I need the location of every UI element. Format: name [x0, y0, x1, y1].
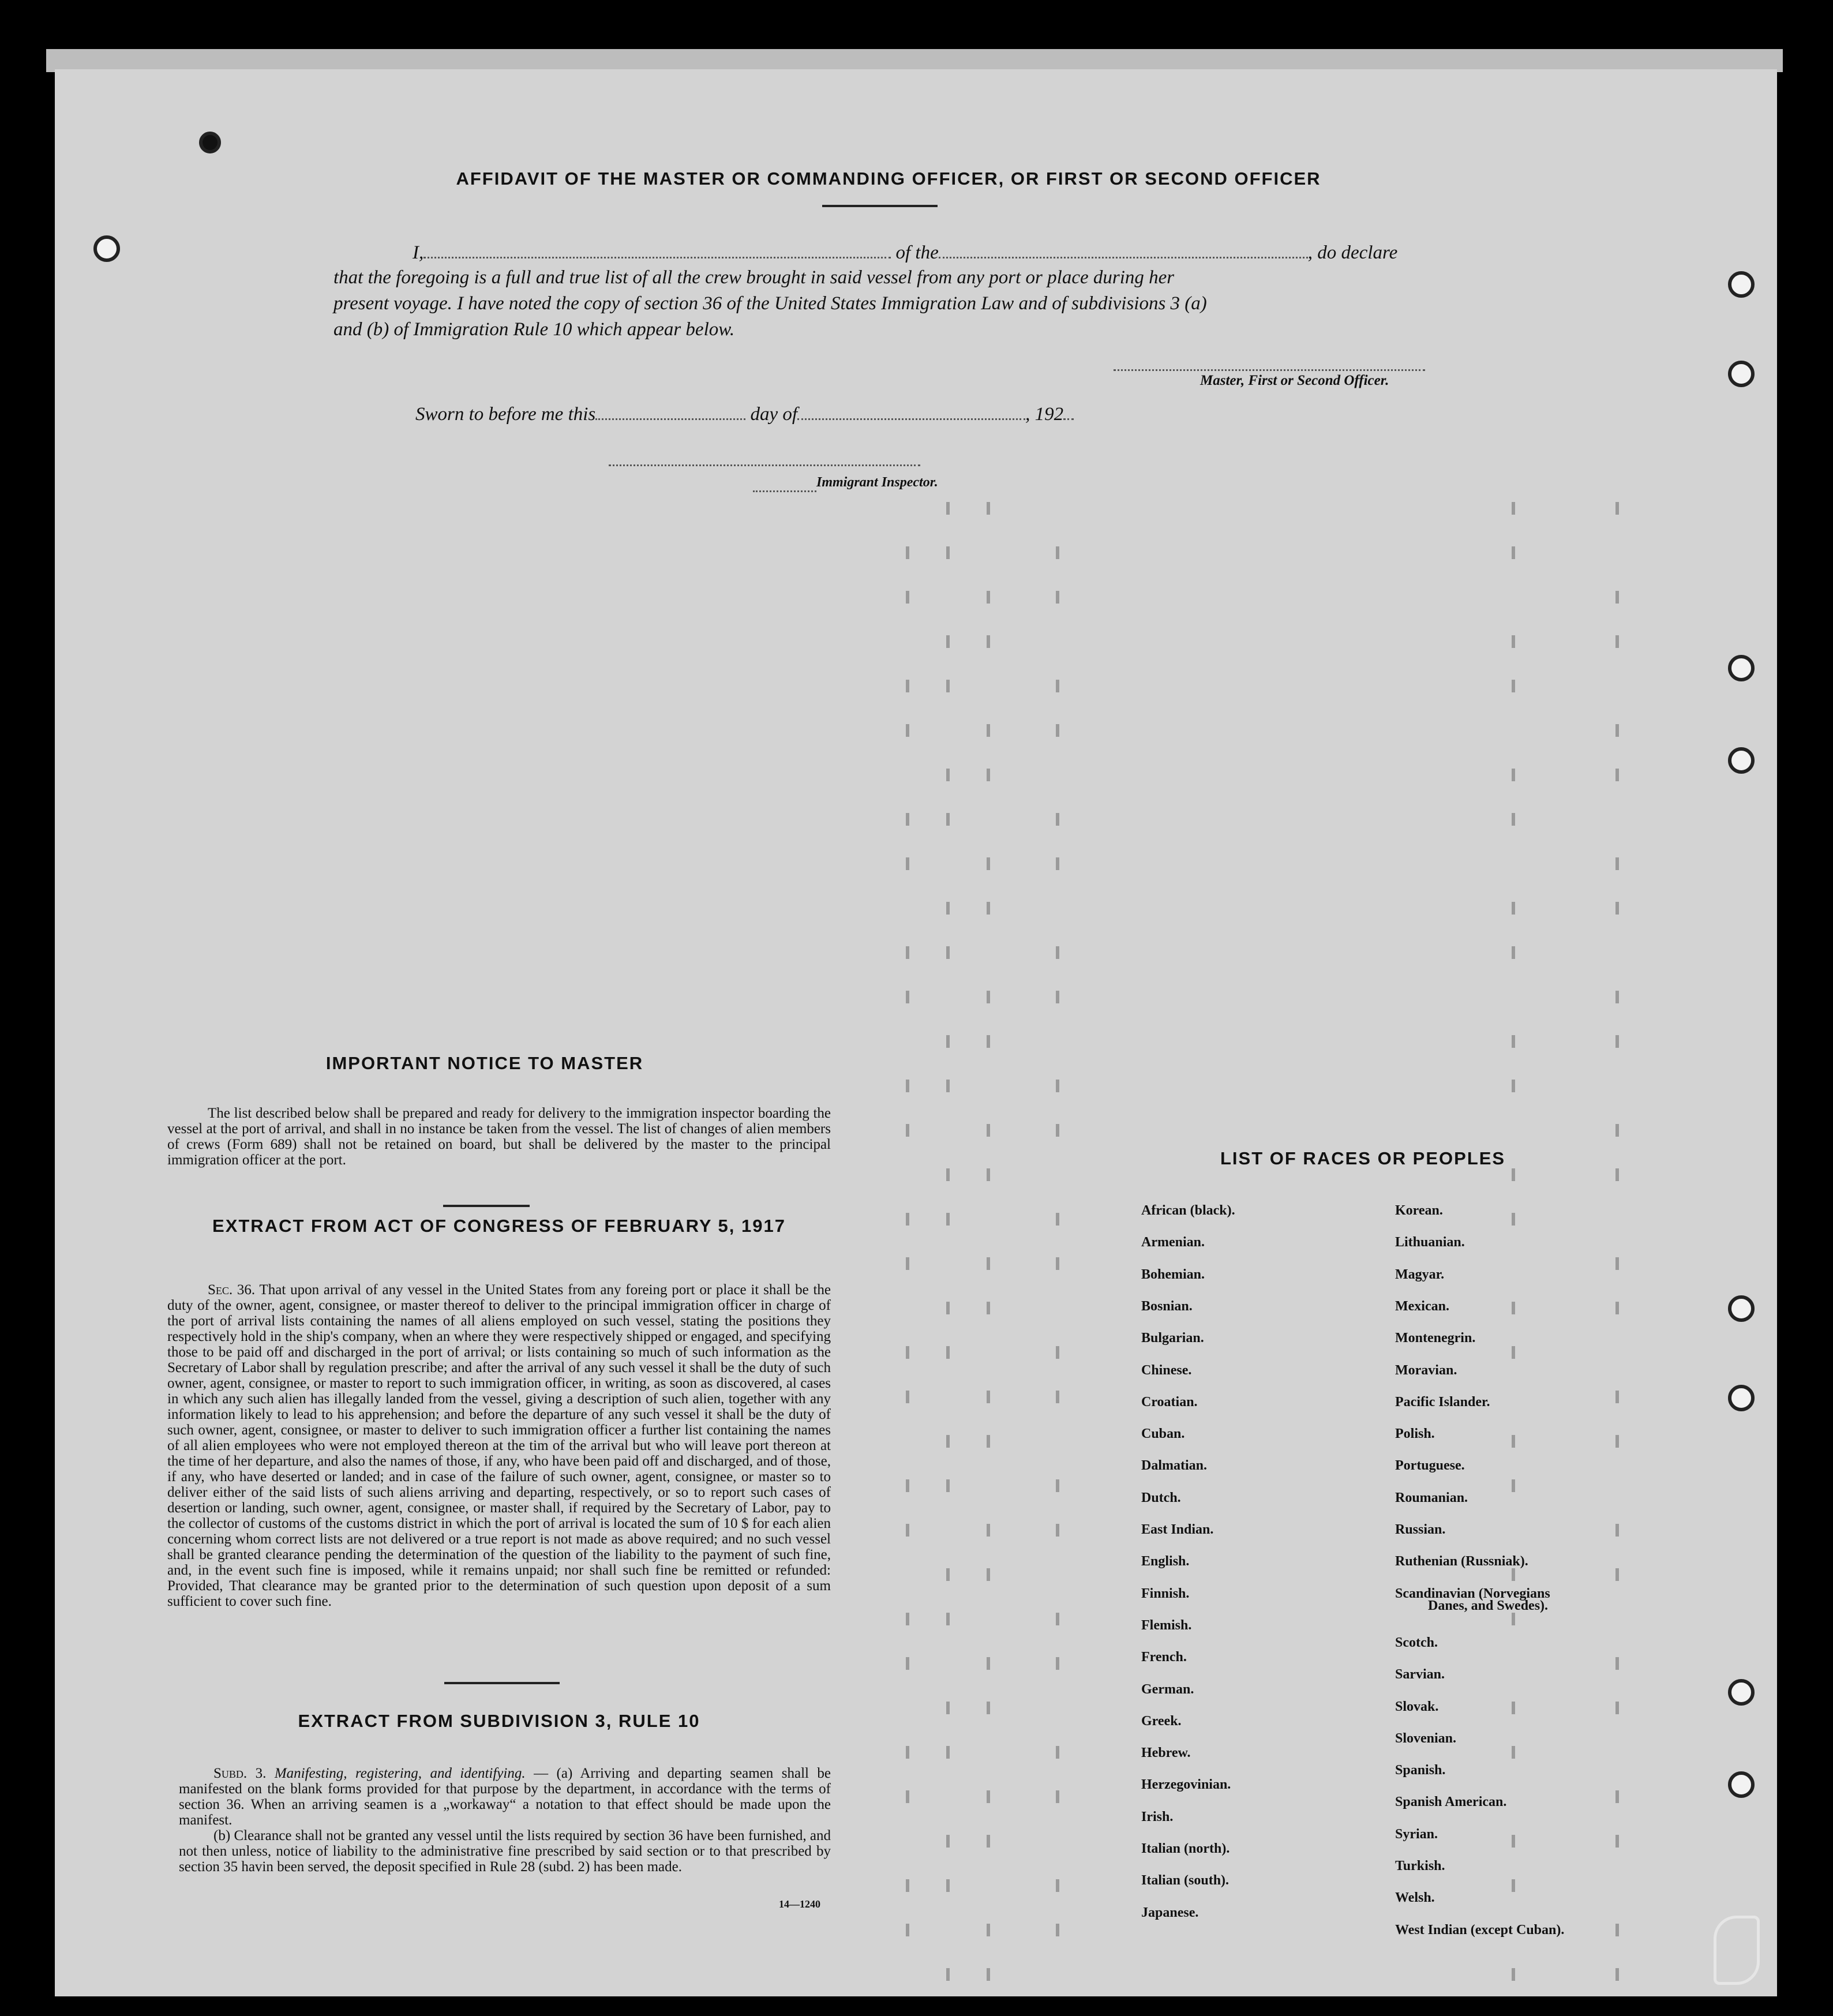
- vessel-field[interactable]: [939, 257, 1308, 258]
- race-item: Bulgarian.: [1141, 1331, 1204, 1346]
- affidavit-line4: and (b) of Immigration Rule 10 which appear below.: [333, 319, 735, 340]
- bleed-mark: [1512, 1168, 1515, 1181]
- title-rule: [822, 205, 938, 207]
- bleed-mark: [1615, 1257, 1619, 1270]
- race-item: Slovak.: [1395, 1699, 1439, 1714]
- bleed-mark: [1056, 680, 1059, 692]
- race-item: East Indian.: [1141, 1522, 1214, 1537]
- bleed-mark: [906, 991, 909, 1003]
- bleed-mark: [1615, 591, 1619, 604]
- act-title: EXTRACT FROM ACT OF CONGRESS OF FEBRUARY 5, 1917: [212, 1216, 786, 1236]
- race-item: Chinese.: [1141, 1362, 1192, 1378]
- bleed-mark: [1512, 1479, 1515, 1492]
- bleed-mark: [946, 1080, 950, 1092]
- bleed-mark: [1512, 1879, 1515, 1892]
- race-item: Ruthenian (Russniak).: [1395, 1554, 1528, 1569]
- bleed-mark: [906, 1391, 909, 1403]
- race-item: Pacific Islander.: [1395, 1394, 1490, 1410]
- bleed-mark: [1056, 1213, 1059, 1226]
- inspector-signature-line[interactable]: [609, 464, 920, 466]
- bleed-mark: [906, 1879, 909, 1892]
- bleed-mark: [946, 680, 950, 692]
- bleed-mark: [987, 502, 990, 515]
- bleed-mark: [946, 1479, 950, 1492]
- section-label: Sec. 36.: [208, 1282, 256, 1298]
- punch-hole: [1728, 1679, 1755, 1706]
- bleed-mark: [987, 1168, 990, 1181]
- bleed-mark: [987, 1257, 990, 1270]
- bleed-mark: [987, 1968, 990, 1981]
- bleed-mark: [1056, 724, 1059, 737]
- bleed-mark: [946, 1835, 950, 1848]
- act-rule: [443, 1205, 530, 1207]
- bleed-mark: [946, 1168, 950, 1181]
- bleed-mark: [906, 1790, 909, 1803]
- bleed-mark: [1615, 1924, 1619, 1936]
- race-item: Bohemian.: [1141, 1266, 1205, 1282]
- bleed-mark: [987, 857, 990, 870]
- punch-hole: [1728, 1385, 1755, 1411]
- race-item: Lithuanian.: [1395, 1235, 1465, 1250]
- affidavit-line3: present voyage. I have noted the copy of section 36 of the United States Immigration Law and of subdivisions 3 (a): [333, 293, 1207, 314]
- bleed-mark: [1615, 1524, 1619, 1537]
- bleed-mark: [1056, 591, 1059, 604]
- form-number: 14—1240: [779, 1898, 820, 1910]
- bleed-mark: [1512, 813, 1515, 826]
- bleed-mark: [1615, 1168, 1619, 1181]
- bleed-mark: [1512, 1835, 1515, 1848]
- rule-para-b: (b) Clearance shall not be granted any vessel until the lists required by section 36 have been furnished, and not then unless, notice of liability to the administrative fine prescribed by said section or to that prescribed by section 35 havin been served, the deposit specified in Rule 28 (subd. 2) has been made.: [179, 1828, 831, 1875]
- bleed-mark: [1615, 1968, 1619, 1981]
- race-item: Russian.: [1395, 1522, 1446, 1537]
- bleed-mark: [946, 1568, 950, 1581]
- notice-title: IMPORTANT NOTICE TO MASTER: [325, 1053, 644, 1073]
- race-item: Scandinavian (Norvegians: [1395, 1586, 1550, 1601]
- act-body: [167, 1282, 831, 1609]
- year-field[interactable]: [1063, 418, 1074, 420]
- bleed-mark: [946, 502, 950, 515]
- race-item: Italian (south).: [1141, 1873, 1230, 1888]
- bleed-mark: [946, 1746, 950, 1759]
- bleed-mark: [1615, 1391, 1619, 1403]
- bleed-mark: [946, 1435, 950, 1448]
- race-item: Armenian.: [1141, 1235, 1205, 1250]
- notice-body: The list described below shall be prepared and ready for delivery to the immigration inspector boarding the vessel at the port of arrival, and shall in no instance be taken from the vessel. The list of changes of alien members of crews (Form 689) shall not be retained on board, but shall be delivered by the master to the principal immigration officer at the port.: [167, 1106, 831, 1168]
- rule-title: EXTRACT FROM SUBDIVISION 3, RULE 10: [298, 1711, 700, 1731]
- race-item: Italian (north).: [1141, 1841, 1230, 1856]
- bleed-mark: [1615, 1035, 1619, 1048]
- bleed-mark: [906, 1613, 909, 1625]
- bleed-mark: [1615, 502, 1619, 515]
- document-page: [55, 69, 1777, 1996]
- punch-hole: [93, 235, 120, 262]
- race-item: Greek.: [1141, 1713, 1182, 1729]
- race-item: English.: [1141, 1554, 1190, 1569]
- bleed-mark: [1512, 1035, 1515, 1048]
- bleed-mark: [946, 546, 950, 559]
- bleed-mark: [987, 1124, 990, 1137]
- bleed-mark: [987, 991, 990, 1003]
- bleed-mark: [1056, 1879, 1059, 1892]
- bleed-mark: [1512, 1702, 1515, 1714]
- bleed-mark: [1512, 635, 1515, 648]
- bleed-mark: [906, 591, 909, 604]
- corner-scribble: [1714, 1916, 1760, 1985]
- race-item: Portuguese.: [1395, 1458, 1465, 1474]
- race-item: Turkish.: [1395, 1858, 1445, 1873]
- bleed-mark: [987, 1790, 990, 1803]
- punch-hole: [1728, 747, 1755, 774]
- bleed-mark: [1512, 1302, 1515, 1314]
- bleed-mark: [906, 1524, 909, 1537]
- bleed-mark: [987, 591, 990, 604]
- bleed-mark: [946, 1035, 950, 1048]
- bleed-mark: [946, 1968, 950, 1981]
- bleed-mark: [1512, 1568, 1515, 1581]
- race-item: Sarvian.: [1395, 1667, 1445, 1683]
- subd-heading: Manifesting, registering, and identifying.: [274, 1766, 526, 1781]
- bleed-mark: [1615, 1702, 1619, 1714]
- bleed-mark: [987, 1702, 990, 1714]
- bleed-mark: [1615, 1657, 1619, 1670]
- bleed-mark: [1056, 546, 1059, 559]
- bleed-mark: [987, 1657, 990, 1670]
- bleed-mark: [1512, 680, 1515, 692]
- race-item: German.: [1141, 1681, 1194, 1697]
- punch-hole: [199, 132, 221, 153]
- sworn-month-field[interactable]: [797, 418, 1025, 420]
- bleed-mark: [906, 546, 909, 559]
- bleed-mark: [906, 1213, 909, 1226]
- race-item: Mexican.: [1395, 1298, 1449, 1314]
- bleed-mark: [987, 635, 990, 648]
- bleed-mark: [906, 1924, 909, 1936]
- bleed-mark: [1056, 991, 1059, 1003]
- bleed-mark: [906, 946, 909, 959]
- race-item: Cuban.: [1141, 1426, 1185, 1442]
- of-the-label: of the: [895, 242, 939, 263]
- bleed-mark: [987, 1924, 990, 1936]
- bleed-mark: [1615, 724, 1619, 737]
- day-of-label: day of: [750, 404, 798, 425]
- bleed-mark: [1056, 946, 1059, 959]
- bleed-mark: [1056, 857, 1059, 870]
- bleed-mark: [946, 902, 950, 915]
- bleed-mark: [1512, 1213, 1515, 1226]
- bleed-mark: [1056, 1346, 1059, 1359]
- bleed-mark: [1615, 1835, 1619, 1848]
- year-label: , 192: [1025, 404, 1064, 425]
- bleed-mark: [946, 1302, 950, 1314]
- bleed-mark: [1056, 1657, 1059, 1670]
- sworn-day-field[interactable]: [595, 418, 745, 420]
- bleed-mark: [987, 1435, 990, 1448]
- affidavit-title: AFFIDAVIT OF THE MASTER OR COMMANDING OFFICER, OR FIRST OR SECOND OFFICER: [456, 168, 1321, 189]
- master-signature-line[interactable]: [1114, 369, 1425, 371]
- race-item: Moravian.: [1395, 1362, 1457, 1378]
- race-item: Korean.: [1395, 1203, 1443, 1218]
- bleed-mark: [1615, 1435, 1619, 1448]
- race-item: Welsh.: [1395, 1890, 1435, 1906]
- race-item: Polish.: [1395, 1426, 1435, 1442]
- bleed-mark: [1512, 1613, 1515, 1625]
- sworn-line: [415, 404, 1074, 425]
- inspector-label: Immigrant Inspector.: [816, 475, 938, 490]
- bleed-mark: [1056, 1391, 1059, 1403]
- page-edge: [46, 49, 1783, 72]
- bleed-mark: [987, 1835, 990, 1848]
- section-text: That upon arrival of any vessel in the United States from any foreing port or place it shall be the duty of the owner, agent, consignee, or master thereof to deliver to the principal immigration officer in charge of the port of arrival lists containing the names of all aliens employed on such vessel, stating the positions they respectively hold in the ship's company, when an where they were respectively shipped or engaged, and specifying those to be paid off and discharged in the port of arrival; or lists containing so much of such information as the Secretary of Labor shall by regulation prescribe; and after the arrival of any such vessel it shall be the duty of such owner, agent, consignee, or master to report to such immigration officer, in writing, as soon as discovered, al cases in which any such alien has illegally landed from the vessel, giving a description of such alien, together with any information likely to lead to his apprehension; and before the departure of any such vessel it shall be the duty of such owner, agent, consignee, or master to deliver to such immigration officer a further list containing the names of all alien employees who were not employed thereon at the tim of the arrival but who will leave port thereon at the time of her departure, and also the names of those, if any, who have been paid off and discharged, and of those, if any, who have deserted or landed; and in case of the failure of such owner, agent, consignee, or master so to deliver either of the said lists of such aliens arriving and departing, respectively, or so to report such cases of desertion or landing, such owner, agent, consignee, or master shall, if required by the Secretary of Labor, pay to the collector of customs of the customs district in which the port of arrival is located the sum of 10 $ for each alien concerning whom correct lists are not delivered or a true report is not made as above required; and no such vessel shall be granted clearance pending the determination of the question of the liability to the payment of such fine, and, in the event such fine is imposed, while it remains unpaid; nor shall such fine be remitted or refunded: Provided, That clearance may be granted prior to the determination of such question upon deposit of a sum sufficient to cover such fine.: [167, 1282, 831, 1609]
- bleed-mark: [946, 813, 950, 826]
- bleed-mark: [1056, 1257, 1059, 1270]
- bleed-mark: [987, 1035, 990, 1048]
- rule-divider: [444, 1682, 560, 1684]
- name-field[interactable]: [423, 257, 891, 258]
- bleed-mark: [906, 1657, 909, 1670]
- master-signature-label: Master, First or Second Officer.: [1200, 373, 1389, 388]
- bleed-mark: [1512, 1435, 1515, 1448]
- race-item: Danes, and Swedes).: [1428, 1598, 1549, 1613]
- bleed-mark: [1512, 1080, 1515, 1092]
- punch-hole: [1728, 271, 1755, 298]
- bleed-mark: [987, 724, 990, 737]
- bleed-mark: [906, 1257, 909, 1270]
- races-title: LIST OF RACES OR PEOPLES: [1220, 1148, 1506, 1168]
- bleed-mark: [987, 1391, 990, 1403]
- race-item: Dutch.: [1141, 1490, 1181, 1505]
- race-item: Montenegrin.: [1395, 1331, 1476, 1346]
- bleed-mark: [906, 1746, 909, 1759]
- bleed-mark: [946, 769, 950, 781]
- inspector-line-dots: [753, 490, 816, 492]
- bleed-mark: [906, 724, 909, 737]
- race-item: Syrian.: [1395, 1826, 1438, 1842]
- race-item: Hebrew.: [1141, 1745, 1191, 1761]
- bleed-mark: [906, 1080, 909, 1092]
- bleed-mark: [1512, 1346, 1515, 1359]
- race-item: Croatian.: [1141, 1394, 1198, 1410]
- race-item: African (black).: [1141, 1203, 1235, 1218]
- bleed-mark: [1056, 1790, 1059, 1803]
- race-item: Slovenian.: [1395, 1730, 1457, 1746]
- bleed-mark: [1056, 1613, 1059, 1625]
- race-item: Spanish.: [1395, 1763, 1446, 1778]
- race-item: Roumanian.: [1395, 1490, 1468, 1505]
- race-item: Irish.: [1141, 1809, 1174, 1824]
- bleed-mark: [1615, 991, 1619, 1003]
- bleed-mark: [1615, 1790, 1619, 1803]
- bleed-mark: [1512, 546, 1515, 559]
- race-item: Spanish American.: [1395, 1794, 1507, 1810]
- race-item: Flemish.: [1141, 1617, 1192, 1633]
- para-a-text: — (a) Arriving and departing seamen shall be manifested on the blank forms provided for that purpose by the department, in accordance with the terms of section 36. When an arriving seamen is a „workaway“ a notation to that effect should be made upon the manifest.: [179, 1766, 831, 1828]
- bleed-mark: [1615, 769, 1619, 781]
- i-label: I,: [413, 242, 424, 263]
- punch-hole: [1728, 361, 1755, 387]
- bleed-mark: [1056, 1524, 1059, 1537]
- affidavit-line1: [413, 242, 1422, 264]
- bleed-mark: [1056, 1746, 1059, 1759]
- bleed-mark: [1615, 1568, 1619, 1581]
- race-item: Magyar.: [1395, 1266, 1445, 1282]
- bleed-mark: [1512, 946, 1515, 959]
- race-item: West Indian (except Cuban).: [1395, 1922, 1565, 1938]
- bleed-mark: [946, 1879, 950, 1892]
- rule-para-a: [179, 1766, 831, 1828]
- bleed-mark: [1056, 1924, 1059, 1936]
- race-item: Japanese.: [1141, 1905, 1199, 1920]
- bleed-mark: [987, 1302, 990, 1314]
- bleed-mark: [987, 1524, 990, 1537]
- bleed-mark: [906, 1124, 909, 1137]
- bleed-mark: [1056, 1124, 1059, 1137]
- bleed-mark: [906, 1479, 909, 1492]
- race-item: Dalmatian.: [1141, 1458, 1207, 1474]
- bleed-mark: [1512, 1746, 1515, 1759]
- bleed-mark: [946, 1346, 950, 1359]
- affidavit-line2: that the foregoing is a full and true list of all the crew brought in said vessel from any port or place during her: [333, 267, 1175, 288]
- bleed-mark: [1615, 902, 1619, 915]
- race-item: Bosnian.: [1141, 1298, 1193, 1314]
- bleed-mark: [946, 946, 950, 959]
- bleed-mark: [1512, 502, 1515, 515]
- bleed-mark: [987, 1568, 990, 1581]
- race-item: Herzegovinian.: [1141, 1777, 1231, 1793]
- punch-hole: [1728, 655, 1755, 681]
- bleed-mark: [1056, 1479, 1059, 1492]
- bleed-mark: [946, 635, 950, 648]
- race-item: Finnish.: [1141, 1586, 1190, 1601]
- bleed-mark: [987, 769, 990, 781]
- bleed-mark: [1512, 902, 1515, 915]
- race-item: French.: [1141, 1650, 1187, 1665]
- bleed-mark: [1615, 1302, 1619, 1314]
- bleed-mark: [1512, 769, 1515, 781]
- bleed-mark: [987, 902, 990, 915]
- bleed-mark: [906, 680, 909, 692]
- bleed-mark: [906, 1346, 909, 1359]
- bleed-mark: [1615, 1124, 1619, 1137]
- bleed-mark: [1056, 813, 1059, 826]
- bleed-mark: [1056, 1080, 1059, 1092]
- sworn-label: Sworn to before me this: [415, 404, 596, 425]
- subd-label: Subd. 3.: [213, 1766, 267, 1781]
- bleed-mark: [946, 1702, 950, 1714]
- bleed-mark: [946, 1213, 950, 1226]
- race-item: Scotch.: [1395, 1635, 1438, 1650]
- bleed-mark: [946, 1613, 950, 1625]
- do-declare-label: , do declare: [1307, 242, 1398, 263]
- bleed-mark: [906, 813, 909, 826]
- bleed-mark: [1615, 635, 1619, 648]
- punch-hole: [1728, 1295, 1755, 1322]
- bleed-mark: [906, 857, 909, 870]
- punch-hole: [1728, 1771, 1755, 1798]
- bleed-mark: [1615, 857, 1619, 870]
- bleed-mark: [1512, 1968, 1515, 1981]
